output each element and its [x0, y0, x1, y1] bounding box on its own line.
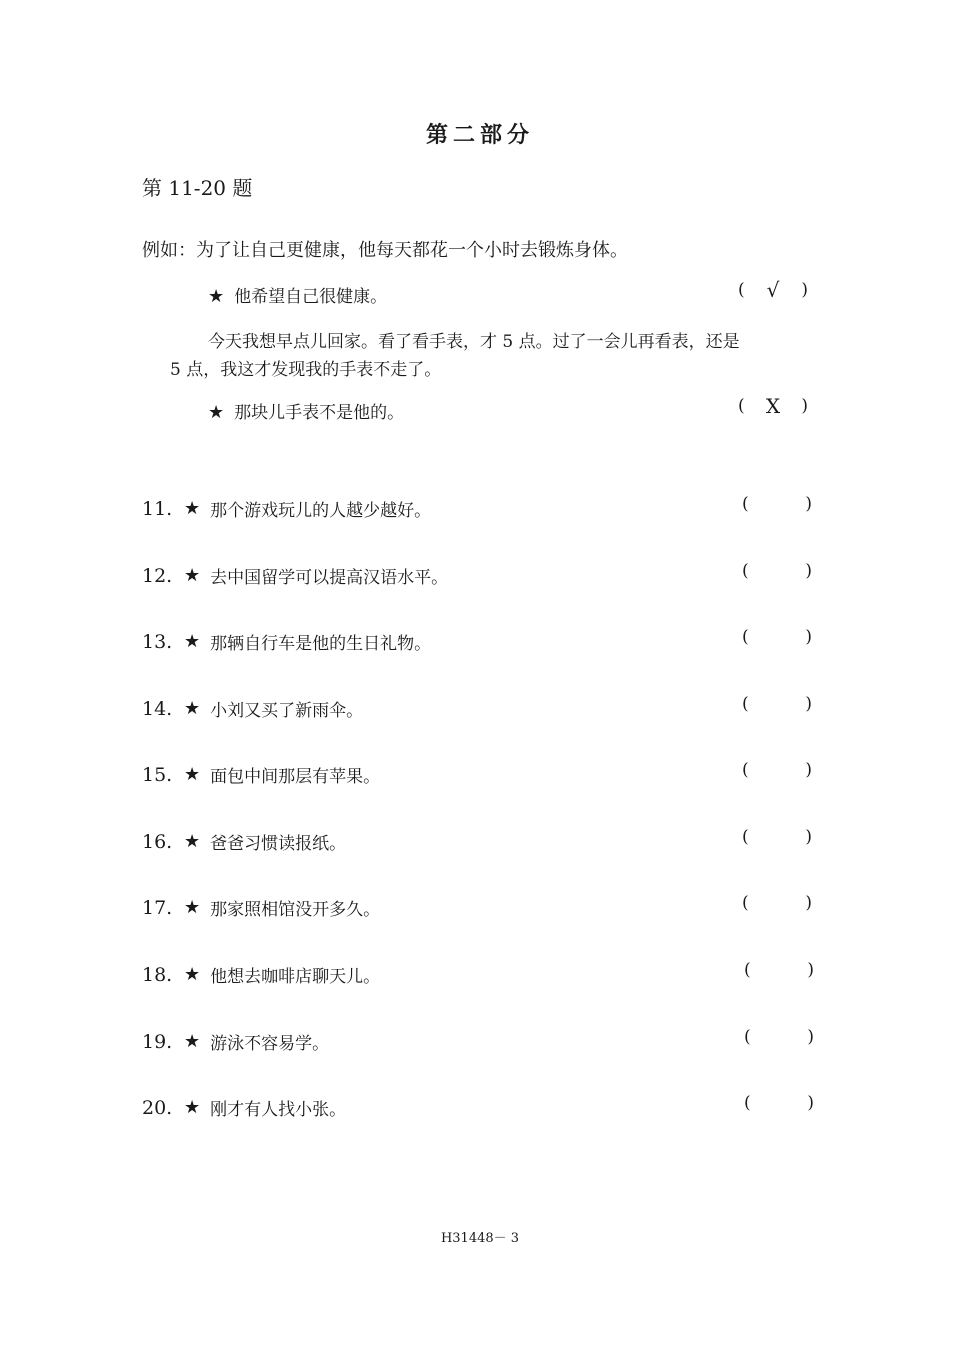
check-mark-icon: √ — [766, 278, 780, 302]
example-text-1: 为了让自己更健康，他每天都花一个小时去锻炼身体。 — [196, 240, 628, 261]
star-icon: ★ — [184, 565, 201, 586]
answer-blank-14[interactable]: ( ) — [742, 694, 812, 714]
star-icon: ★ — [184, 964, 201, 985]
question-11: 11. ★ 那个游戏玩儿的人越少越好。 — [142, 497, 432, 521]
star-icon: ★ — [184, 698, 201, 719]
star-icon: ★ — [208, 286, 225, 307]
star-icon: ★ — [184, 1097, 201, 1118]
answer-blank-19[interactable]: ( ) — [744, 1027, 814, 1047]
question-19: 19. ★ 游泳不容易学。 — [142, 1030, 330, 1054]
star-icon: ★ — [184, 631, 201, 652]
answer-blank-20[interactable]: ( ) — [744, 1093, 814, 1113]
example-sentence-1 — [142, 236, 628, 262]
example-label: 例如： — [142, 240, 196, 261]
question-20: 20. ★ 刚才有人找小张。 — [142, 1096, 347, 1120]
example-answer-1: ( √ ) — [738, 278, 808, 302]
star-icon: ★ — [184, 897, 201, 918]
section-title: 第二部分 — [425, 122, 534, 148]
page-footer-code: H31448－ 3 — [440, 1231, 520, 1246]
example-statement-2: ★ 那块儿手表不是他的。 — [208, 402, 405, 423]
question-15: 15. ★ 面包中间那层有苹果。 — [142, 763, 381, 787]
star-icon: ★ — [184, 1031, 201, 1052]
answer-blank-13[interactable]: ( ) — [742, 627, 812, 647]
answer-blank-11[interactable]: ( ) — [742, 494, 812, 514]
example-answer-2: ( X ) — [738, 394, 808, 418]
answer-blank-18[interactable]: ( ) — [744, 960, 814, 980]
question-16: 16. ★ 爸爸习惯读报纸。 — [142, 830, 347, 854]
star-icon: ★ — [208, 402, 225, 423]
question-14: 14. ★ 小刘又买了新雨伞。 — [142, 697, 364, 721]
question-12: 12. ★ 去中国留学可以提高汉语水平。 — [142, 564, 449, 588]
answer-blank-16[interactable]: ( ) — [742, 827, 812, 847]
example-statement-1: ★ 他希望自己很健康。 — [208, 286, 388, 307]
answer-blank-15[interactable]: ( ) — [742, 760, 812, 780]
star-icon: ★ — [184, 764, 201, 785]
question-13: 13. ★ 那辆自行车是他的生日礼物。 — [142, 630, 432, 654]
answer-blank-17[interactable]: ( ) — [742, 893, 812, 913]
question-17: 17. ★ 那家照相馆没开多久。 — [142, 896, 381, 920]
answer-blank-12[interactable]: ( ) — [742, 561, 812, 581]
star-icon: ★ — [184, 831, 201, 852]
question-18: 18. ★ 他想去咖啡店聊天儿。 — [142, 963, 381, 987]
star-icon: ★ — [184, 498, 201, 519]
example-paragraph-2: 今天我想早点儿回家。看了看手表，才 5 点。过了一会儿再看表，还是 5 点，我这才发现我的手表不走了。 — [170, 332, 740, 380]
question-range: 第 11-20 题 — [142, 176, 253, 200]
cross-mark-icon: X — [765, 394, 781, 418]
